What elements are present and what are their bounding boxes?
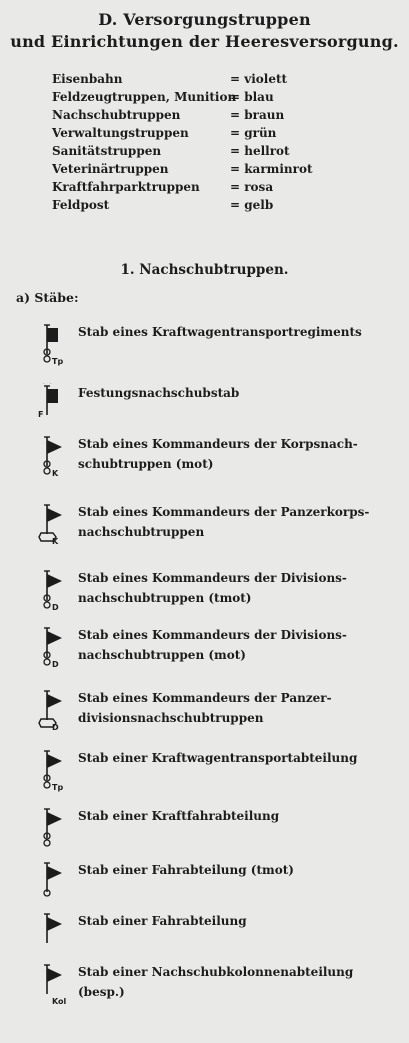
legend-unit: Nachschubtruppen (52, 108, 181, 122)
legend-unit: Eisenbahn (52, 72, 123, 86)
tactical-symbol-icon (38, 911, 78, 955)
tactical-symbol-icon (38, 860, 78, 904)
legend-row (52, 126, 382, 144)
legend-color: = violett (230, 72, 288, 86)
symbol-label: Stab einer Kraftwagentransportabteilung (78, 751, 358, 765)
svg-text:D: D (52, 603, 59, 612)
tactical-symbol-icon (38, 748, 78, 792)
symbol-label: Stab eines Kommandeurs der Korpsnach- schubtruppen (mot) (78, 437, 358, 471)
legend-unit: Sanitätstruppen (52, 144, 162, 158)
legend-color: = grün (230, 126, 277, 140)
tactical-symbol-icon (38, 962, 78, 1006)
svg-text:K: K (52, 469, 59, 478)
tactical-symbol-icon (38, 625, 78, 669)
tactical-symbol-icon (38, 806, 78, 850)
legend-color: = gelb (230, 198, 274, 212)
legend-row (52, 144, 382, 162)
legend-unit: Feldpost (52, 198, 110, 212)
legend-color: = karminrot (230, 162, 313, 176)
legend-row (52, 90, 382, 108)
legend-color: = hellrot (230, 144, 290, 158)
svg-text:Tp: Tp (52, 783, 64, 792)
svg-text:K: K (52, 537, 59, 546)
symbol-label: Festungsnachschubstab (78, 386, 240, 400)
legend-row (52, 198, 382, 216)
tactical-symbol-icon (38, 502, 78, 546)
legend-color: = blau (230, 90, 274, 104)
tactical-symbol-icon (38, 383, 78, 427)
tactical-symbol-icon (38, 322, 78, 366)
legend-row (52, 108, 382, 126)
symbol-label: Stab einer Nachschubkolonnenabteilung (besp.) (78, 965, 354, 999)
symbol-label: Stab eines Kommandeurs der Divisions- nachschubtruppen (mot) (78, 628, 347, 662)
symbol-label: Stab einer Fahrabteilung (tmot) (78, 863, 294, 877)
symbol-label: Stab eines Kraftwagentransportregiments (78, 325, 362, 339)
svg-text:Tp: Tp (52, 357, 64, 366)
legend-unit: Kraftfahrparktruppen (52, 180, 200, 194)
section-title: 1. Nachschubtruppen. (120, 262, 289, 278)
subsection-title: a) Stäbe: (16, 290, 79, 305)
symbol-label: Stab einer Kraftfahrabteilung (78, 809, 280, 823)
svg-text:Kol: Kol (52, 997, 67, 1006)
heading-line1: D. Versorgungstruppen (98, 10, 311, 29)
legend-unit: Veterinärtruppen (52, 162, 169, 176)
symbol-label: Stab eines Kommandeurs der Panzer- divisionsnachschubtruppen (78, 691, 332, 725)
svg-text:F: F (38, 410, 44, 419)
legend-row (52, 72, 382, 90)
symbol-label: Stab einer Fahrabteilung (78, 914, 247, 928)
symbol-label: Stab eines Kommandeurs der Divisions- nachschubtruppen (tmot) (78, 571, 347, 605)
legend-row (52, 180, 382, 198)
tactical-symbol-icon (38, 434, 78, 478)
tactical-symbol-icon (38, 688, 78, 732)
legend-row (52, 162, 382, 180)
svg-text:D: D (52, 723, 59, 732)
legend-color: = braun (230, 108, 285, 122)
symbol-label: Stab eines Kommandeurs der Panzerkorps- nachschubtruppen (78, 505, 370, 539)
svg-text:D: D (52, 660, 59, 669)
legend-color: = rosa (230, 180, 274, 194)
heading-line2: und Einrichtungen der Heeresversorgung. (10, 32, 399, 51)
legend-unit: Verwaltungstruppen (52, 126, 189, 140)
tactical-symbol-icon (38, 568, 78, 612)
legend-unit: Feldzeugtruppen, Munition (52, 90, 237, 104)
